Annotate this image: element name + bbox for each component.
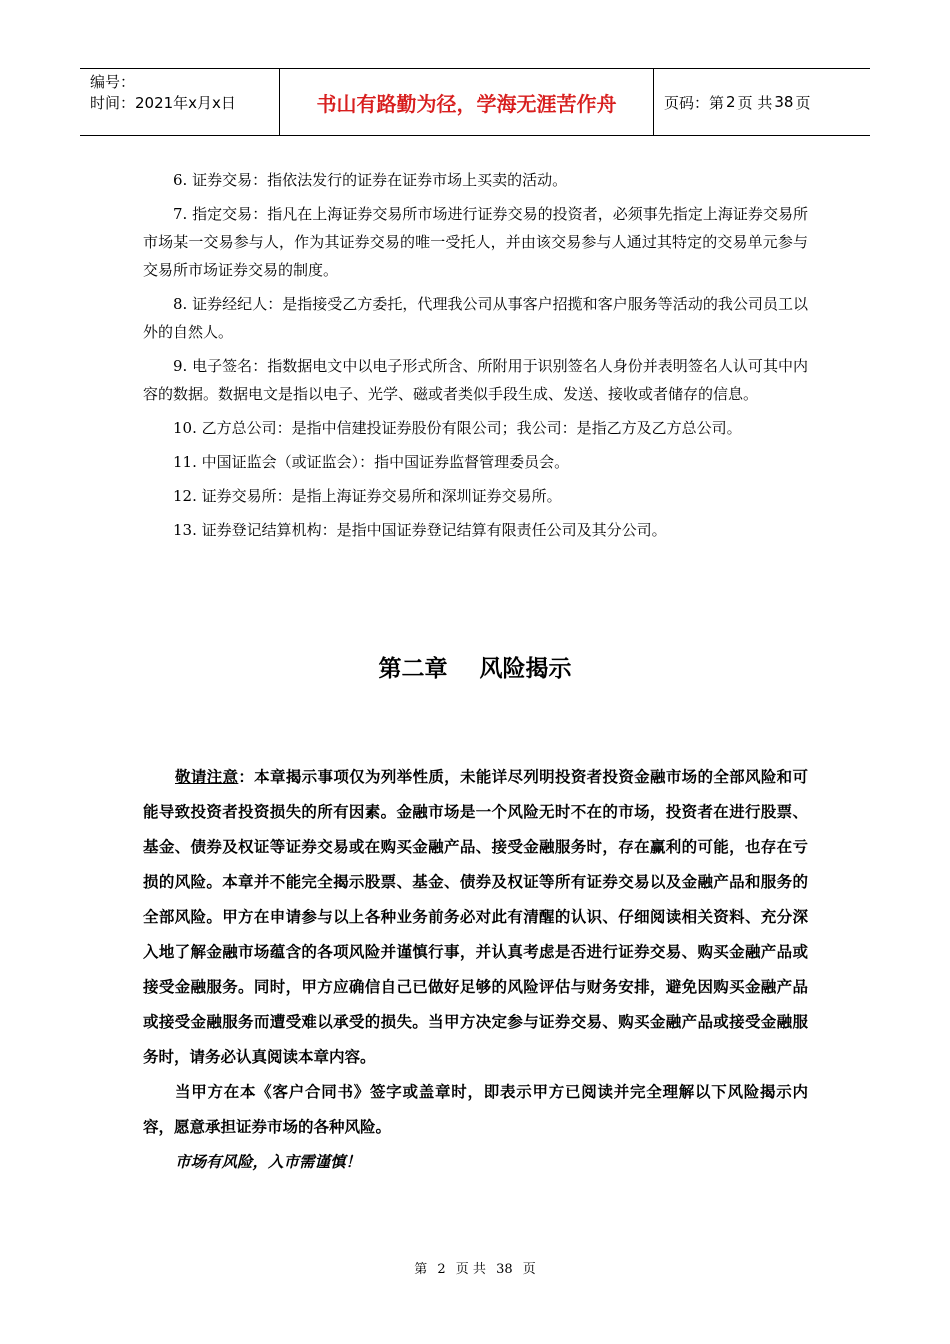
page-current: 2: [726, 93, 736, 111]
risk-section: [143, 760, 808, 1180]
definition-item: 10. 乙方总公司：是指中信建投证券股份有限公司；我公司：是指乙方及乙方总公司。: [173, 419, 742, 437]
header-meta: [80, 69, 280, 135]
page-end: 页: [795, 93, 811, 112]
definition-item: 12. 证券交易所：是指上海证券交易所和深圳证券交易所。: [173, 487, 562, 505]
notice-label: 敬请注意: [175, 768, 239, 786]
definition-item: 9. 电子签名：指数据电文中以电子形式所含、所附用于识别签名人身份并表明签名人认可其中内容的数据。数据电文是指以电子、光学、磁或者类似手段生成、发送、接收或者储存的信息。: [143, 357, 808, 403]
chapter-number: 第二章: [378, 656, 448, 682]
document-number-label: 编号：: [90, 73, 136, 91]
chapter-heading: [0, 650, 950, 683]
footer-prefix: 第: [414, 1262, 428, 1277]
page-mid: 页 共: [737, 93, 773, 112]
chapter-title: 风险揭示: [479, 656, 572, 682]
footer-current: 2: [437, 1262, 446, 1277]
document-date: 时间：2021年x月x日: [90, 94, 236, 112]
page-header: [80, 68, 870, 136]
page-footer: [0, 1258, 950, 1277]
definition-item: 6. 证券交易：指依法发行的证券在证券市场上买卖的活动。: [173, 171, 568, 189]
footer-total: 38: [496, 1262, 513, 1277]
definition-item: 7. 指定交易：指凡在上海证券交易所市场进行证券交易的投资者，必须事先指定上海证券交易所市场某一交易参与人，作为其证券交易的唯一受托人，并由该交易参与人通过其特定的交易单元参与交易所市场证券交易的制度。: [143, 205, 808, 279]
page-label: 页码：第: [664, 93, 725, 112]
footer-suffix: 页: [522, 1262, 536, 1277]
definition-item: 11. 中国证监会（或证监会）：指中国证券监督管理委员会。: [173, 453, 570, 471]
notice-body: ：本章揭示事项仅为列举性质，未能详尽列明投资者投资金融市场的全部风险和可能导致投资者投资损失的所有因素。金融市场是一个风险无时不在的市场，投资者在进行股票、基金、债券及权证等证券交易或在购买金融产品、接受金融服务时，存在赢利的可能，也存在亏损的风险。本章并不能完全揭示股票、基金、债券及权证等所有证券交易以及金融产品和服务的全部风险。甲方在申请参与以上各种业务前务必对此有清醒的认识、仔细阅读相关资料、充分深入地了解金融市场蕴含的各项风险并谨慎行事，并认真考虑是否进行证券交易、购买金融产品或接受金融服务。同时，甲方应确信自己已做好足够的风险评估与财务安排，避免因购买金融产品或接受金融服务而遭受难以承受的损失。当甲方决定参与证券交易、购买金融产品或接受金融服务时，请务必认真阅读本章内容。: [143, 768, 808, 1066]
footer-mid: 页 共: [455, 1262, 486, 1277]
header-motto: 书山有路勤为径，学海无涯苦作舟: [280, 69, 654, 135]
notice-paragraph: [143, 760, 808, 1075]
header-page-info: [654, 69, 870, 135]
agreement-paragraph: 当甲方在本《客户合同书》签字或盖章时，即表示甲方已阅读并完全理解以下风险揭示内容，愿意承担证券市场的各种风险。: [143, 1083, 808, 1136]
slogan: 市场有风险，入市需谨慎！: [175, 1153, 362, 1171]
definition-item: 13. 证券登记结算机构：是指中国证券登记结算有限责任公司及其分公司。: [173, 521, 667, 539]
definitions-list: [143, 166, 808, 550]
definition-item: 8. 证券经纪人：是指接受乙方委托，代理我公司从事客户招揽和客户服务等活动的我公司员工以外的自然人。: [143, 295, 808, 341]
page-total: 38: [774, 93, 794, 111]
